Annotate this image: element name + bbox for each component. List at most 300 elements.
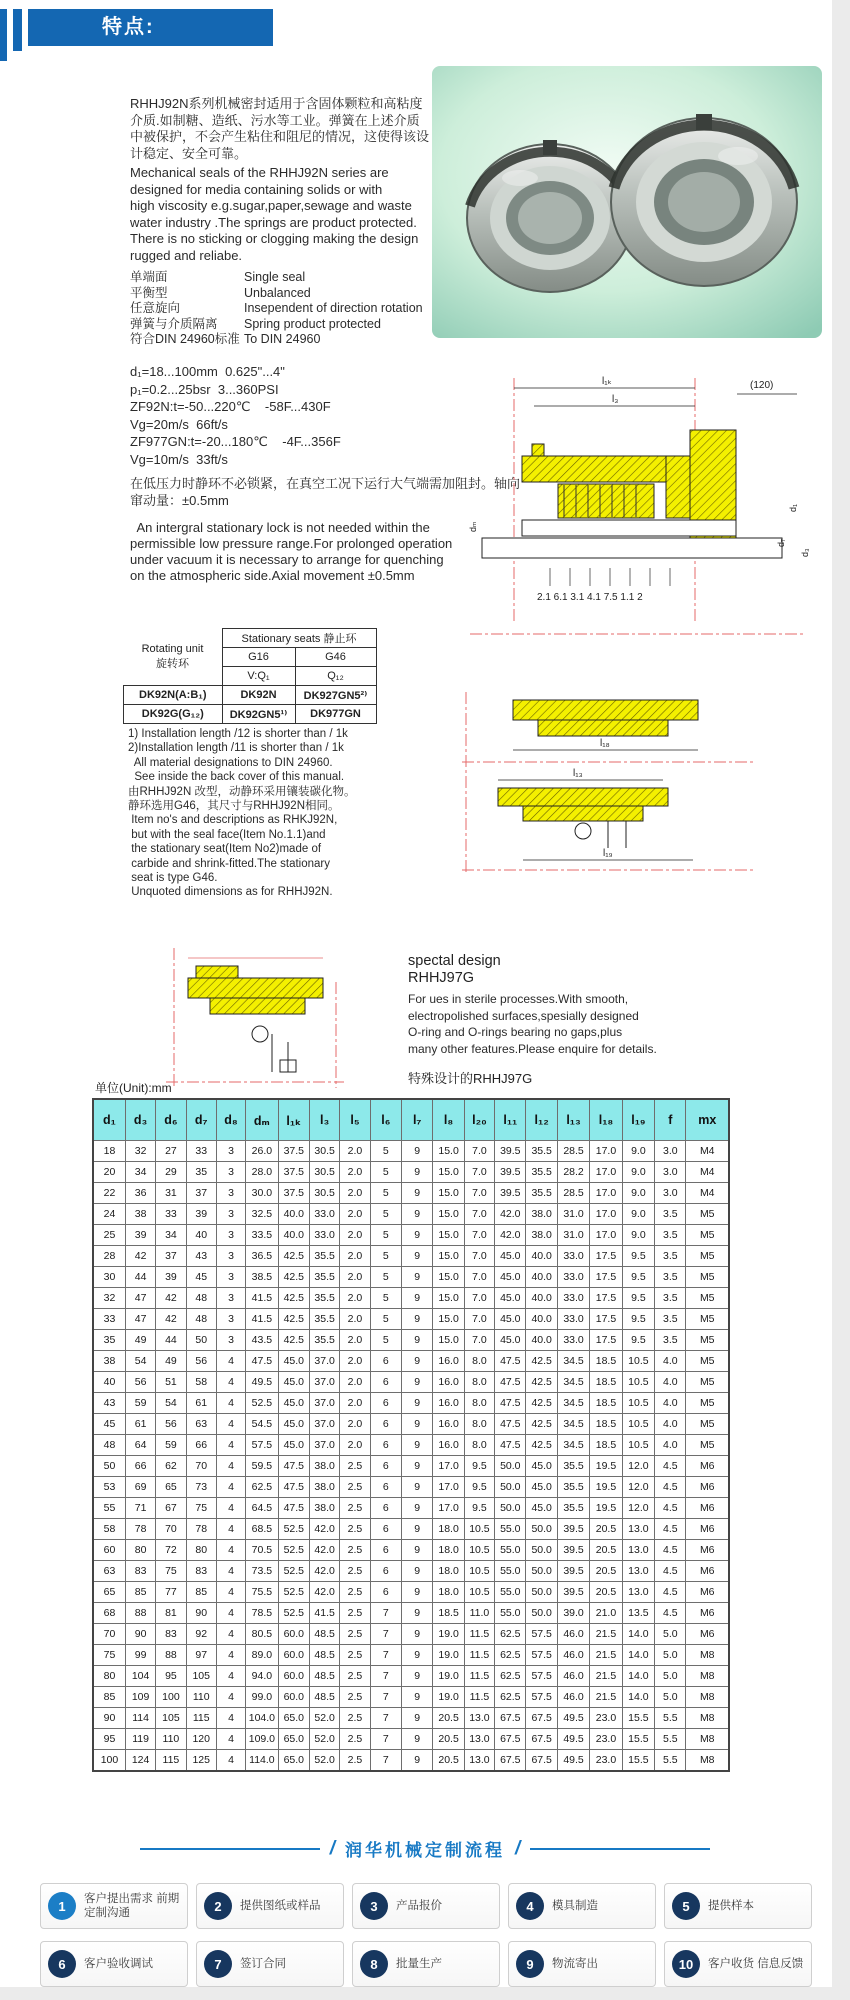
table-cell: 3	[216, 1309, 245, 1330]
table-cell: 34.5	[557, 1393, 589, 1414]
table-cell: 4	[216, 1477, 245, 1498]
spec-line: Vg=10m/s 33ft/s	[130, 451, 228, 467]
feature-label-en: Unbalanced	[244, 285, 311, 300]
table-cell: 45.0	[278, 1435, 309, 1456]
table-cell: 20.5	[433, 1750, 464, 1772]
table-cell: 9	[402, 1477, 433, 1498]
table-cell: 51	[156, 1372, 186, 1393]
seats-cell: DK92N	[222, 686, 295, 705]
table-cell: 2.5	[340, 1477, 370, 1498]
table-cell: 38.0	[309, 1456, 339, 1477]
table-cell: 9.5	[622, 1246, 654, 1267]
table-cell: M8	[686, 1687, 729, 1708]
note-line: All material designations to DIN 24960.	[128, 756, 333, 769]
table-cell: 40	[186, 1225, 216, 1246]
dim-label: d₃	[800, 548, 810, 557]
table-cell: 3	[216, 1330, 245, 1351]
table-cell: 42.5	[526, 1435, 557, 1456]
spec-line: p₁=0.2...25bsr 3...360PSI	[130, 381, 279, 397]
table-cell: 4	[216, 1687, 245, 1708]
table-cell: 40.0	[278, 1204, 309, 1225]
table-cell: 61	[125, 1414, 155, 1435]
table-cell: 21.5	[590, 1687, 622, 1708]
table-cell: 45.0	[495, 1288, 526, 1309]
table-cell: 85	[125, 1582, 155, 1603]
column-header: d₃	[125, 1099, 155, 1141]
table-cell: 34	[125, 1162, 155, 1183]
header-stripe-2	[13, 9, 22, 51]
table-cell: 47.5	[495, 1393, 526, 1414]
process-step	[40, 1941, 188, 1987]
table-cell: 19.0	[433, 1687, 464, 1708]
table-cell: 30.0	[246, 1183, 278, 1204]
table-cell: 39.5	[557, 1561, 589, 1582]
column-header: l₆	[370, 1099, 401, 1141]
table-cell: 4.5	[655, 1582, 686, 1603]
column-header: l₁₁	[495, 1099, 526, 1141]
table-cell: 39.5	[495, 1183, 526, 1204]
table-cell: 21.0	[590, 1603, 622, 1624]
table-cell: 5.5	[655, 1750, 686, 1772]
table-cell: 18.0	[433, 1582, 464, 1603]
table-cell: 32	[93, 1288, 125, 1309]
table-cell: 90	[186, 1603, 216, 1624]
table-cell: 2.5	[340, 1603, 370, 1624]
table-cell: 47.5	[495, 1351, 526, 1372]
table-cell: 17.5	[590, 1330, 622, 1351]
table-cell: 9	[402, 1729, 433, 1750]
table-cell: 35.5	[309, 1309, 339, 1330]
table-cell: 4.0	[655, 1393, 686, 1414]
dim-label: (120)	[750, 380, 774, 391]
spec-line: d₁=18...100mm 0.625"...4"	[130, 364, 285, 379]
table-cell: 13.5	[622, 1603, 654, 1624]
table-cell: 59.5	[246, 1456, 278, 1477]
table-cell: 7.0	[464, 1309, 494, 1330]
table-cell: 4	[216, 1393, 245, 1414]
table-cell: 8.0	[464, 1372, 494, 1393]
table-cell: 15.5	[622, 1750, 654, 1772]
section-title-bar	[28, 9, 273, 46]
table-cell: 39.5	[557, 1582, 589, 1603]
table-cell: 4.5	[655, 1498, 686, 1519]
table-cell: 14.0	[622, 1666, 654, 1687]
table-cell: 52.5	[278, 1540, 309, 1561]
note-line: carbide and shrink-fitted.The stationary	[128, 857, 330, 870]
table-cell: 70.5	[246, 1540, 278, 1561]
table-cell: 104.0	[246, 1708, 278, 1729]
table-cell: 10.5	[464, 1540, 494, 1561]
table-cell: 47.5	[495, 1414, 526, 1435]
table-cell: M5	[686, 1225, 729, 1246]
table-cell: 23.0	[590, 1729, 622, 1750]
step-label: 客户验收调试	[84, 1958, 153, 1970]
table-cell: 2.0	[340, 1267, 370, 1288]
table-cell: 17.5	[590, 1246, 622, 1267]
table-cell: 4	[216, 1498, 245, 1519]
table-cell: 16.0	[433, 1351, 464, 1372]
table-cell: 89.0	[246, 1645, 278, 1666]
table-cell: 42.0	[309, 1540, 339, 1561]
table-cell: 35	[186, 1162, 216, 1183]
table-cell: 62.5	[495, 1666, 526, 1687]
table-cell: 15.0	[433, 1141, 464, 1162]
table-cell: M5	[686, 1393, 729, 1414]
table-cell: 42.5	[278, 1330, 309, 1351]
table-cell: 9	[402, 1204, 433, 1225]
table-cell: 41.5	[309, 1603, 339, 1624]
table-cell: M5	[686, 1372, 729, 1393]
table-cell: 81	[156, 1603, 186, 1624]
table-cell: 9.0	[622, 1204, 654, 1225]
table-cell: 45.0	[278, 1414, 309, 1435]
table-cell: 2.5	[340, 1456, 370, 1477]
table-cell: 42.0	[309, 1582, 339, 1603]
table-cell: 7.0	[464, 1288, 494, 1309]
table-cell: M4	[686, 1162, 729, 1183]
note-line: 2)Installation length /11 is shorter than / 1k	[128, 742, 344, 755]
table-cell: 41.5	[246, 1309, 278, 1330]
table-cell: 62.5	[495, 1624, 526, 1645]
table-cell: 20.5	[590, 1561, 622, 1582]
table-cell: 4	[216, 1435, 245, 1456]
table-cell: 17.5	[590, 1309, 622, 1330]
intro-cn-line: 计稳定、安全可靠。	[130, 145, 248, 161]
table-cell: 4	[216, 1351, 245, 1372]
table-cell: M5	[686, 1414, 729, 1435]
table-cell: 55.0	[495, 1540, 526, 1561]
table-cell: 5	[370, 1288, 401, 1309]
table-cell: 97	[186, 1645, 216, 1666]
operating-specs	[130, 363, 341, 468]
table-cell: 4.5	[655, 1519, 686, 1540]
table-cell: 5	[370, 1330, 401, 1351]
step-label: 客户收货 信息反馈	[708, 1958, 804, 1970]
table-cell: 2.5	[340, 1540, 370, 1561]
table-cell: 8.0	[464, 1414, 494, 1435]
table-cell: 57.5	[526, 1687, 557, 1708]
special-design-model: RHHJ97G	[408, 970, 475, 986]
table-cell: 4	[216, 1645, 245, 1666]
table-cell: 109.0	[246, 1729, 278, 1750]
table-cell: 52.0	[309, 1708, 339, 1729]
column-header: l₈	[433, 1099, 464, 1141]
table-cell: 73.5	[246, 1561, 278, 1582]
table-cell: 35.5	[309, 1267, 339, 1288]
feature-list	[130, 270, 423, 348]
table-cell: 9	[402, 1141, 433, 1162]
table-cell: 85	[186, 1582, 216, 1603]
table-row	[93, 1456, 729, 1477]
table-cell: M6	[686, 1456, 729, 1477]
table-cell: 4.5	[655, 1561, 686, 1582]
feature-label-en: To DIN 24960	[244, 332, 321, 346]
table-cell: 32.5	[246, 1204, 278, 1225]
table-cell: 20	[93, 1162, 125, 1183]
special-line: many other features.Please enquire for details.	[408, 1041, 657, 1056]
table-cell: 4.5	[655, 1603, 686, 1624]
table-cell: 3	[216, 1246, 245, 1267]
table-cell: 21.5	[590, 1624, 622, 1645]
feature-row	[130, 270, 423, 286]
table-cell: 6	[370, 1351, 401, 1372]
table-row	[93, 1162, 729, 1183]
table-cell: 64.5	[246, 1498, 278, 1519]
title-rule-left	[140, 1848, 320, 1850]
table-cell: 17.5	[590, 1267, 622, 1288]
intro-en-line: There is no sticking or clogging making the design	[130, 231, 419, 246]
table-cell: 15.0	[433, 1162, 464, 1183]
seats-right-header: Stationary seats 静止环	[222, 629, 376, 648]
table-cell: 5.5	[655, 1708, 686, 1729]
feature-label-cn: 平衡型	[130, 285, 168, 300]
table-cell: 59	[156, 1435, 186, 1456]
table-cell: 9	[402, 1183, 433, 1204]
table-cell: 4	[216, 1561, 245, 1582]
table-cell: 14.0	[622, 1645, 654, 1666]
table-cell: 13.0	[622, 1582, 654, 1603]
table-cell: 69	[125, 1477, 155, 1498]
step-label: 客户提出需求 前期定制沟通	[84, 1893, 180, 1919]
table-cell: 20.5	[590, 1519, 622, 1540]
table-cell: 124	[125, 1750, 155, 1772]
table-cell: 6	[370, 1561, 401, 1582]
table-cell: 9	[402, 1330, 433, 1351]
spec-line: ZF92N:t=-50...220℃ -58F...430F	[130, 399, 331, 414]
table-cell: 2.5	[340, 1687, 370, 1708]
table-cell: 49.5	[557, 1729, 589, 1750]
seats-col-header: V:Q₁	[222, 667, 295, 686]
special-line: For ues in sterile processes.With smooth,	[408, 992, 629, 1006]
table-cell: 52.5	[278, 1603, 309, 1624]
table-cell: 60.0	[278, 1624, 309, 1645]
table-cell: 18.5	[590, 1435, 622, 1456]
table-cell: M5	[686, 1435, 729, 1456]
table-cell: 19.5	[590, 1456, 622, 1477]
step-label: 模具制造	[552, 1900, 598, 1912]
table-cell: 3.5	[655, 1309, 686, 1330]
table-row	[93, 1288, 729, 1309]
table-cell: 4.5	[655, 1456, 686, 1477]
table-cell: 61	[186, 1393, 216, 1414]
table-cell: 9	[402, 1162, 433, 1183]
step-number-badge: 6	[48, 1950, 76, 1978]
table-cell: 18.0	[433, 1561, 464, 1582]
table-cell: 3	[216, 1204, 245, 1225]
product-photo	[432, 66, 822, 338]
pressure-note-english	[130, 520, 452, 584]
table-cell: 9	[402, 1561, 433, 1582]
column-header: dₘ	[246, 1099, 278, 1141]
table-cell: 30	[93, 1267, 125, 1288]
table-cell: 6	[370, 1414, 401, 1435]
table-row	[93, 1225, 729, 1246]
table-cell: 59	[125, 1393, 155, 1414]
table-cell: 65.0	[278, 1750, 309, 1772]
table-cell: 43	[93, 1393, 125, 1414]
table-cell: M5	[686, 1204, 729, 1225]
table-cell: 17.0	[590, 1183, 622, 1204]
table-cell: 9	[402, 1267, 433, 1288]
table-cell: 33	[93, 1309, 125, 1330]
table-cell: 38	[125, 1204, 155, 1225]
table-cell: 7	[370, 1708, 401, 1729]
table-cell: 23.0	[590, 1750, 622, 1772]
table-cell: 15.0	[433, 1288, 464, 1309]
table-cell: 62.5	[246, 1477, 278, 1498]
table-cell: 2.0	[340, 1330, 370, 1351]
table-cell: 49	[125, 1330, 155, 1351]
table-cell: 9	[402, 1393, 433, 1414]
table-cell: 34.5	[557, 1414, 589, 1435]
table-cell: 62	[156, 1456, 186, 1477]
column-header: l₁₂	[526, 1099, 557, 1141]
table-cell: 47	[125, 1309, 155, 1330]
pressure-en-line: under vacuum it is necessary to arrange for quenching	[130, 552, 444, 567]
table-cell: 2.5	[340, 1645, 370, 1666]
seats-table	[123, 628, 377, 724]
process-step	[352, 1941, 500, 1987]
table-cell: 16.0	[433, 1414, 464, 1435]
table-cell: 37	[186, 1183, 216, 1204]
table-cell: 35	[93, 1330, 125, 1351]
right-margin	[832, 0, 850, 2000]
table-cell: 7.0	[464, 1141, 494, 1162]
table-cell: 3	[216, 1225, 245, 1246]
table-cell: 28.0	[246, 1162, 278, 1183]
table-cell: 75	[156, 1561, 186, 1582]
table-cell: 2.5	[340, 1582, 370, 1603]
table-cell: 49.5	[557, 1750, 589, 1772]
feature-label-cn: 任意旋向	[130, 301, 181, 315]
special-design-block	[408, 953, 658, 1057]
table-cell: 83	[186, 1561, 216, 1582]
table-cell: 95	[93, 1729, 125, 1750]
table-cell: 9	[402, 1309, 433, 1330]
table-row	[93, 1477, 729, 1498]
item-numbers: 2.1 6.1 3.1 4.1 7.5 1.1 2	[537, 592, 643, 603]
table-cell: M8	[686, 1729, 729, 1750]
table-cell: 42.0	[495, 1225, 526, 1246]
table-cell: 40.0	[526, 1246, 557, 1267]
table-cell: 2.5	[340, 1729, 370, 1750]
table-cell: 99.0	[246, 1687, 278, 1708]
table-cell: 5	[370, 1162, 401, 1183]
table-cell: 2.0	[340, 1141, 370, 1162]
table-cell: 63	[186, 1414, 216, 1435]
table-cell: 15.0	[433, 1204, 464, 1225]
table-cell: 15.0	[433, 1330, 464, 1351]
table-cell: 6	[370, 1477, 401, 1498]
table-cell: 9	[402, 1582, 433, 1603]
table-cell: 85	[93, 1687, 125, 1708]
dim-label: d₇	[776, 538, 786, 547]
table-cell: 9.0	[622, 1183, 654, 1204]
table-cell: 7	[370, 1729, 401, 1750]
table-cell: 27	[156, 1141, 186, 1162]
table-cell: 2.5	[340, 1624, 370, 1645]
table-cell: 6	[370, 1540, 401, 1561]
title-rule-right	[530, 1848, 710, 1850]
process-step	[40, 1883, 188, 1929]
table-cell: 45	[186, 1267, 216, 1288]
table-row	[93, 1582, 729, 1603]
table-cell: 17.0	[590, 1162, 622, 1183]
slash-decoration: /	[515, 1837, 521, 1859]
table-cell: M8	[686, 1750, 729, 1772]
dim-label: l₁₃	[573, 768, 583, 779]
table-row	[93, 1603, 729, 1624]
table-cell: 35.5	[309, 1330, 339, 1351]
table-cell: 115	[186, 1708, 216, 1729]
table-cell: 73	[186, 1477, 216, 1498]
table-cell: 37.0	[309, 1351, 339, 1372]
table-cell: 7.0	[464, 1162, 494, 1183]
table-cell: 6	[370, 1435, 401, 1456]
table-row	[93, 1372, 729, 1393]
table-cell: 4	[216, 1540, 245, 1561]
feature-label-cn: 符合DIN 24960标准	[130, 332, 240, 346]
table-cell: 4	[216, 1519, 245, 1540]
column-header: d₈	[216, 1099, 245, 1141]
seats-cell: DK92GN5¹⁾	[222, 705, 295, 724]
table-cell: 38.0	[309, 1477, 339, 1498]
table-cell: 6	[370, 1582, 401, 1603]
table-cell: 88	[125, 1603, 155, 1624]
table-cell: 33	[156, 1204, 186, 1225]
table-cell: 66	[186, 1435, 216, 1456]
table-cell: M5	[686, 1288, 729, 1309]
seats-col-header: G16	[222, 648, 295, 667]
table-cell: 70	[93, 1624, 125, 1645]
table-cell: 52.0	[309, 1729, 339, 1750]
table-row	[93, 1435, 729, 1456]
table-cell: 28	[93, 1246, 125, 1267]
table-row	[93, 1414, 729, 1435]
table-cell: 100	[156, 1687, 186, 1708]
table-cell: 90	[93, 1708, 125, 1729]
table-cell: 31.0	[557, 1225, 589, 1246]
feature-label-en: Insependent of direction rotation	[244, 301, 423, 315]
step-label: 物流寄出	[552, 1958, 598, 1970]
table-cell: 46.0	[557, 1666, 589, 1687]
table-cell: 52.5	[278, 1582, 309, 1603]
table-cell: 10.5	[464, 1519, 494, 1540]
table-cell: M8	[686, 1708, 729, 1729]
table-cell: 9.0	[622, 1225, 654, 1246]
table-cell: 45.0	[495, 1267, 526, 1288]
table-row	[93, 1183, 729, 1204]
table-cell: 10.5	[464, 1582, 494, 1603]
table-cell: 9	[402, 1225, 433, 1246]
table-cell: 13.0	[464, 1729, 494, 1750]
step-number-badge: 5	[672, 1892, 700, 1920]
table-cell: 9	[402, 1666, 433, 1687]
table-cell: 3	[216, 1288, 245, 1309]
table-cell: 56	[186, 1351, 216, 1372]
table-cell: 15.5	[622, 1708, 654, 1729]
seats-left-header: Rotating unit 旋转环	[124, 629, 223, 686]
table-cell: 3.5	[655, 1288, 686, 1309]
table-cell: 50.0	[495, 1477, 526, 1498]
cross-section-drawing-variant	[458, 688, 758, 878]
table-cell: 125	[186, 1750, 216, 1772]
table-cell: 45.0	[495, 1246, 526, 1267]
table-cell: 2.5	[340, 1708, 370, 1729]
table-cell: 9.5	[622, 1267, 654, 1288]
table-cell: 47	[125, 1288, 155, 1309]
table-cell: 57.5	[246, 1435, 278, 1456]
